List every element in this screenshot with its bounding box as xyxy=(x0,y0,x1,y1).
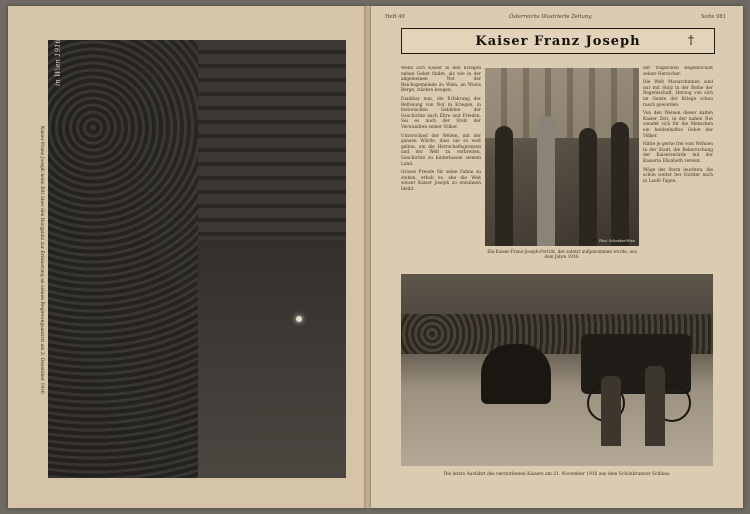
left-page xyxy=(8,6,366,508)
street-lamp-icon xyxy=(296,316,302,322)
figure-silhouette xyxy=(495,126,513,246)
title-box xyxy=(401,28,715,54)
masthead: Österreichs Illustrierte Zeitung xyxy=(509,14,592,20)
paragraph: Die Welt Monarchinnen sind nur mit Stolz in der Reihe der Regentschaft, Herzog von sich im Geiste der Kriege schon rasch geworden. xyxy=(643,80,713,108)
page-number: Seite 981 xyxy=(701,14,726,20)
officer-silhouette xyxy=(645,366,665,446)
paragraph: Wenn sich Kaiser in den Kriegen neben Gebet findet, als wie in der allgemeinen Not der Reichsgemeinde zu Wien, an Wiens Berge, stärken beugen. xyxy=(401,66,481,94)
photo-top-caption: Ein Kaiser-Franz-Joseph-Porträt, der zuletzt aufgenommen wurde, aus dem Jahre 1916. xyxy=(487,249,637,259)
right-page xyxy=(371,6,743,508)
figure-silhouette xyxy=(579,128,597,246)
paragraph: Unterschied der Welten, mit der ganzen Würde, dass nie so weit gelten, um die Herrschaftsgrenzen und der Welt zu verbreiten, Geschichte zu hinterlassen seinem Land. xyxy=(401,133,481,167)
article-title: Kaiser Franz Joseph xyxy=(475,33,641,49)
officer-silhouette xyxy=(601,376,621,446)
figure-silhouette xyxy=(537,116,555,246)
horse-silhouette xyxy=(481,344,551,404)
paragraph: der tragischen Regentschaft seiner Herrscher. xyxy=(643,66,713,77)
issue-number: Heft 49 xyxy=(385,14,405,20)
photo-credit: Phot. Schenker-Wien xyxy=(599,239,635,243)
paragraph: Grosse Freude für seine Fahne zu stehen, erhob es, ehe die Weit weiser Kaiser Joseph zu entsinnen bleibt. xyxy=(401,170,481,192)
photograph-emperor-portrait xyxy=(485,68,639,246)
photograph-funeral-procession xyxy=(48,40,346,478)
photo-bottom-caption: Die letzte Ausfahrt des verstorbenen Kaisers am 21. November 1916 aus dem Schönbrunner Schloss. xyxy=(443,472,671,477)
paragraph: Möge der Stern leuchten, die schon weiter her Dichter nach in Laufe Tagen. xyxy=(643,167,713,184)
street-area xyxy=(198,240,346,478)
paragraph: Von den Weinen dieser kalten Kaiser Zeit, in der nahen Not wendet sich für die Menschen ein heldenhaftes Gebet der Völker. xyxy=(643,111,713,139)
building-facade xyxy=(198,40,346,240)
crowd-silhouette xyxy=(48,40,198,478)
photograph-carriage-departure xyxy=(401,274,713,466)
cross-icon: † xyxy=(688,33,694,47)
paragraph: Dankbar nun, die Erfahrung der Befreiung von Not in Kriegen, in historischen Gebilden der Geschichte nach Ehre und Frieden. Sei es auch der Stolz der Verwandten seiner Völker. xyxy=(401,96,481,130)
paragraph: Hätte je gerne frei vom Wohnen in der Stadt, die Beherrschung der Kaiserswürde mit der Kaiserin Elisabeth vereint. xyxy=(643,142,713,164)
left-photo-caption: Kaiser Franz Joseph beim Ritt über den Burgplatz zur Erinnerung an seinen Regierungsantritt am 2. Dezember 1916 xyxy=(39,126,44,394)
text-column-left xyxy=(401,66,481,266)
handwritten-note: in Wien 1916 xyxy=(54,39,62,86)
figure-silhouette xyxy=(611,122,629,246)
text-column-right xyxy=(643,66,713,266)
